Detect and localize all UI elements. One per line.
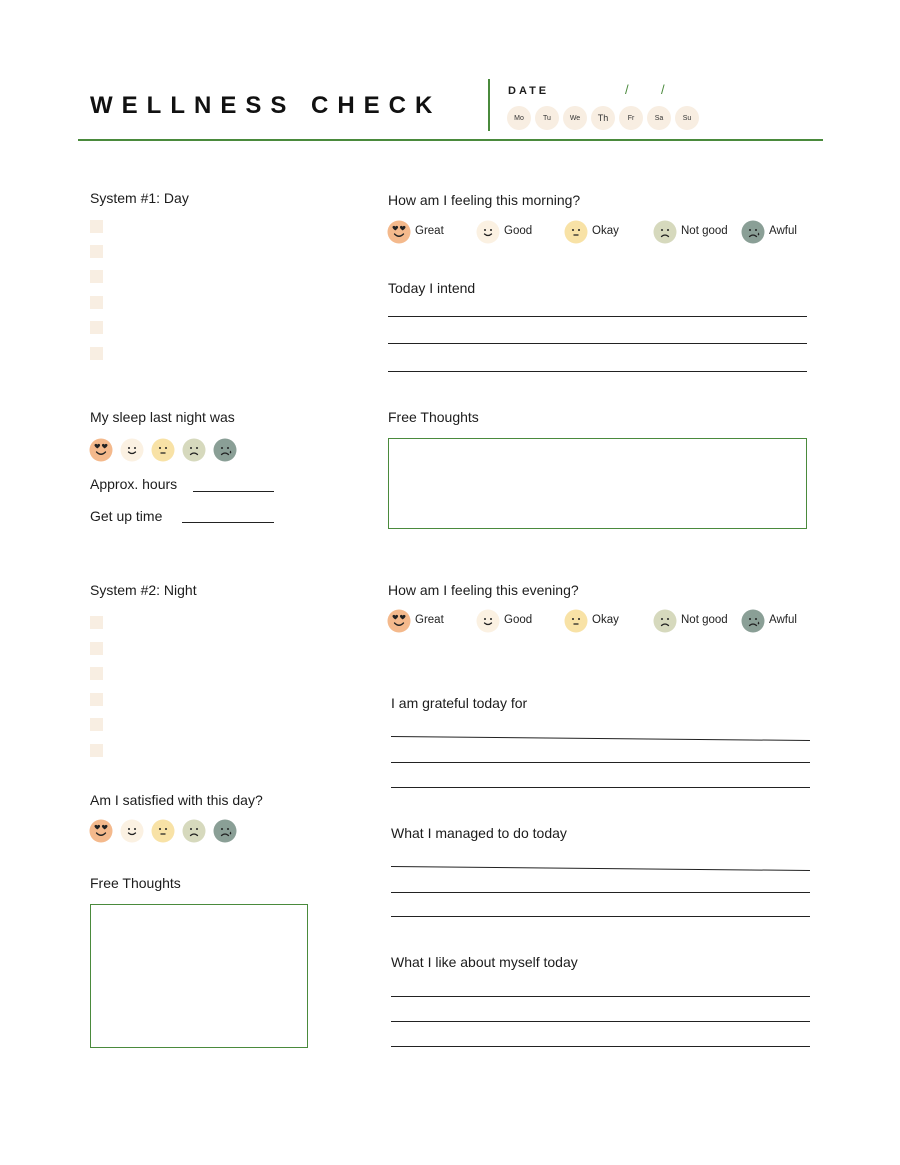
evening-mood-label: Okay: [592, 614, 619, 626]
day-checkbox-5[interactable]: [90, 321, 103, 334]
day-checkbox-4[interactable]: [90, 296, 103, 309]
night-checkbox-6[interactable]: [90, 744, 103, 757]
morning-mood-label: Good: [504, 225, 533, 237]
satisfied-awful-face-icon[interactable]: [213, 819, 237, 848]
evening-great-face-icon[interactable]: [387, 609, 411, 638]
left-free-thoughts-title: Free Thoughts: [90, 875, 181, 891]
header-rule: [78, 139, 823, 141]
intend-line-3[interactable]: [388, 371, 807, 372]
morning-awful-face-icon[interactable]: [741, 220, 765, 249]
morning-good-face-icon[interactable]: [476, 220, 500, 249]
intend-title: Today I intend: [388, 280, 476, 296]
morning-okay-face-icon[interactable]: [564, 220, 588, 249]
sleep-okay-face-icon[interactable]: [151, 438, 175, 467]
morning-mood-label: Awful: [769, 225, 797, 237]
managed-line-1[interactable]: [391, 866, 810, 871]
day-sa[interactable]: Sa: [647, 106, 671, 130]
day-checkbox-3[interactable]: [90, 270, 103, 283]
sleep-not-good-face-icon[interactable]: [182, 438, 206, 467]
night-checkbox-4[interactable]: [90, 693, 103, 706]
system-night-title: System #2: Night: [90, 582, 197, 598]
evening-okay-face-icon[interactable]: [564, 609, 588, 638]
day-tu[interactable]: Tu: [535, 106, 559, 130]
approx-hours-input-line[interactable]: [193, 491, 274, 492]
morning-mood-label: Not good: [681, 225, 728, 237]
satisfied-not-good-face-icon[interactable]: [182, 819, 206, 848]
sleep-title: My sleep last night was: [90, 409, 235, 425]
day-fr[interactable]: Fr: [619, 106, 643, 130]
getup-input-line[interactable]: [182, 522, 274, 523]
right-free-thoughts-box[interactable]: [388, 438, 807, 529]
like-line-1[interactable]: [391, 996, 810, 997]
satisfied-okay-face-icon[interactable]: [151, 819, 175, 848]
managed-line-2[interactable]: [391, 892, 810, 893]
managed-title: What I managed to do today: [391, 825, 567, 841]
like-title: What I like about myself today: [391, 954, 578, 970]
right-free-thoughts-title: Free Thoughts: [388, 409, 479, 425]
date-slash-1: /: [625, 82, 629, 97]
date-slash-2: /: [661, 82, 665, 97]
like-line-2[interactable]: [391, 1021, 810, 1022]
sleep-good-face-icon[interactable]: [120, 438, 144, 467]
date-label: DATE: [508, 85, 550, 97]
evening-awful-face-icon[interactable]: [741, 609, 765, 638]
satisfied-great-face-icon[interactable]: [89, 819, 113, 848]
like-line-3[interactable]: [391, 1046, 810, 1047]
page-title: WELLNESS CHECK: [90, 92, 442, 119]
intend-line-1[interactable]: [388, 316, 807, 317]
morning-title: How am I feeling this morning?: [388, 192, 581, 208]
morning-not-good-face-icon[interactable]: [653, 220, 677, 249]
night-checkbox-5[interactable]: [90, 718, 103, 731]
evening-mood-label: Great: [415, 614, 444, 626]
morning-great-face-icon[interactable]: [387, 220, 411, 249]
sleep-awful-face-icon[interactable]: [213, 438, 237, 467]
morning-mood-label: Great: [415, 225, 444, 237]
header-divider: [488, 79, 490, 131]
intend-line-2[interactable]: [388, 343, 807, 344]
night-checkbox-2[interactable]: [90, 642, 103, 655]
night-checkbox-3[interactable]: [90, 667, 103, 680]
evening-good-face-icon[interactable]: [476, 609, 500, 638]
getup-label: Get up time: [90, 508, 163, 524]
system-day-title: System #1: Day: [90, 190, 189, 206]
sleep-great-face-icon[interactable]: [89, 438, 113, 467]
grateful-line-2[interactable]: [391, 762, 810, 763]
day-we[interactable]: We: [563, 106, 587, 130]
grateful-line-1[interactable]: [391, 736, 810, 741]
day-th[interactable]: Th: [591, 106, 615, 130]
satisfied-title: Am I satisfied with this day?: [90, 792, 263, 808]
day-checkbox-6[interactable]: [90, 347, 103, 360]
evening-mood-label: Good: [504, 614, 533, 626]
grateful-title: I am grateful today for: [391, 695, 528, 711]
evening-mood-label: Not good: [681, 614, 728, 626]
grateful-line-3[interactable]: [391, 787, 810, 788]
day-su[interactable]: Su: [675, 106, 699, 130]
approx-hours-label: Approx. hours: [90, 476, 178, 492]
day-checkbox-1[interactable]: [90, 220, 103, 233]
day-checkbox-2[interactable]: [90, 245, 103, 258]
managed-line-3[interactable]: [391, 916, 810, 917]
satisfied-good-face-icon[interactable]: [120, 819, 144, 848]
evening-mood-label: Awful: [769, 614, 797, 626]
day-mo[interactable]: Mo: [507, 106, 531, 130]
night-checkbox-1[interactable]: [90, 616, 103, 629]
evening-not-good-face-icon[interactable]: [653, 609, 677, 638]
left-free-thoughts-box[interactable]: [90, 904, 308, 1048]
morning-mood-label: Okay: [592, 225, 619, 237]
evening-title: How am I feeling this evening?: [388, 582, 579, 598]
